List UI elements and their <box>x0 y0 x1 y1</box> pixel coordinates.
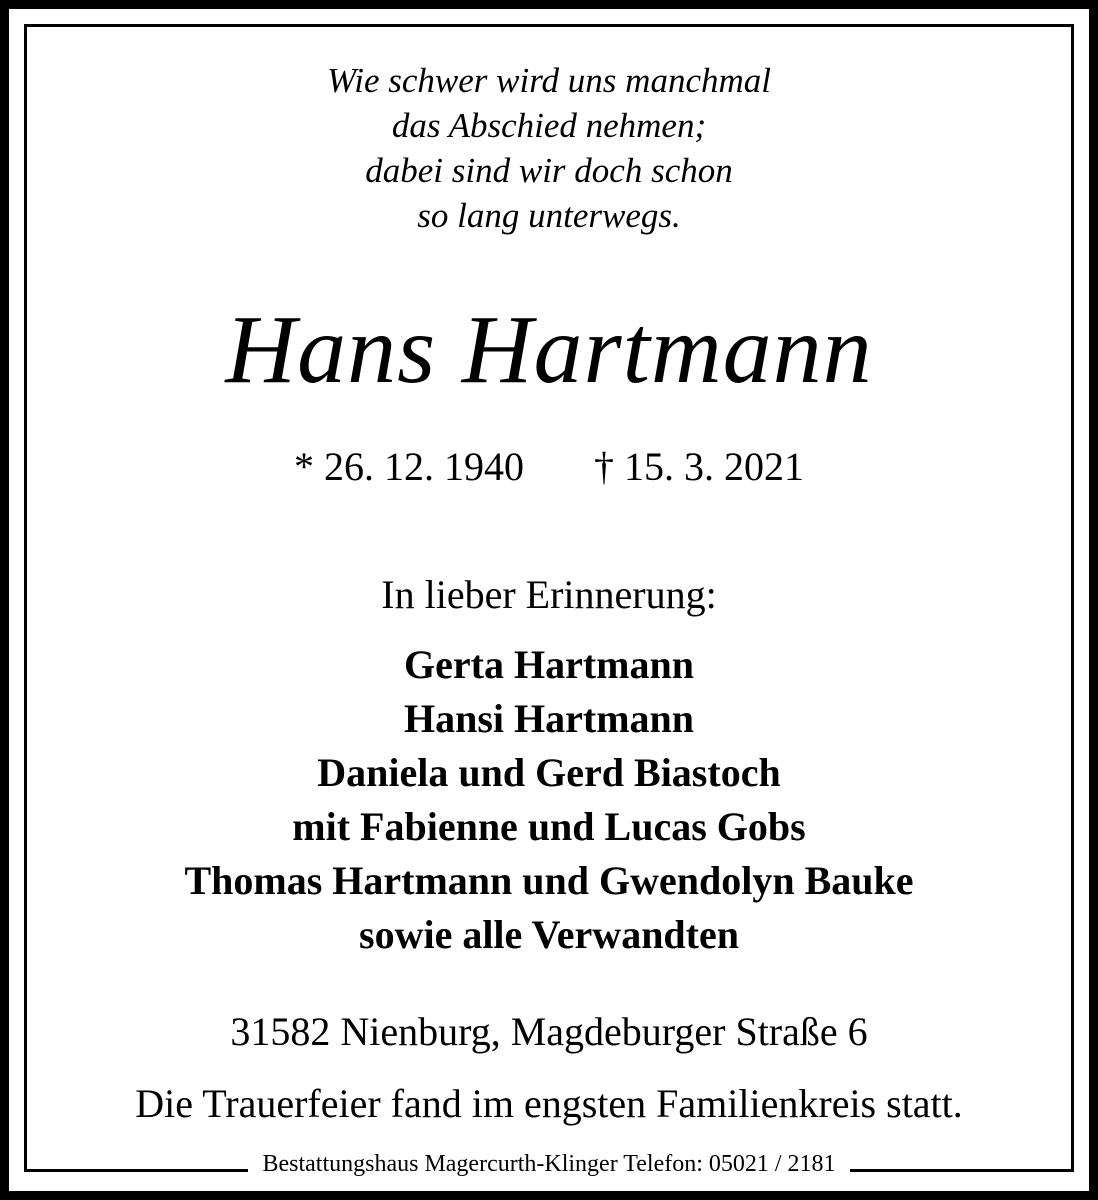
mourner-line: Hansi Hartmann <box>403 696 695 741</box>
mourner-line: Thomas Hartmann und Gwendolyn Bauke <box>184 858 914 903</box>
poem-line: dabei sind wir doch schon <box>365 151 733 190</box>
mourners-list <box>0 638 1098 962</box>
death-date: † 15. 3. 2021 <box>594 444 804 489</box>
poem-line: Wie schwer wird uns manchmal <box>327 61 771 100</box>
poem-line: das Abschied nehmen; <box>391 106 707 145</box>
life-dates <box>0 442 1098 492</box>
poem-line: so lang unterwegs. <box>417 196 681 235</box>
mourner-line: sowie alle Verwandten <box>359 912 739 957</box>
poem <box>0 58 1098 238</box>
memory-heading: In lieber Erinnerung: <box>381 572 717 617</box>
ceremony-note: Die Trauerfeier fand im engsten Familienkreis statt. <box>135 1081 963 1126</box>
birth-date: * 26. 12. 1940 <box>294 444 524 489</box>
address: 31582 Nienburg, Magdeburger Straße 6 <box>230 1009 868 1054</box>
mourner-line: Gerta Hartmann <box>404 642 694 687</box>
funeral-home-contact: Bestattungshaus Magercurth-Klinger Telefon: 05021 / 2181 <box>248 1148 849 1180</box>
mourner-line: Daniela und Gerd Biastoch <box>317 750 781 795</box>
deceased-name: Hans Hartmann <box>225 296 873 404</box>
footer <box>0 1148 1098 1180</box>
mourner-line: mit Fabienne und Lucas Gobs <box>292 804 806 849</box>
